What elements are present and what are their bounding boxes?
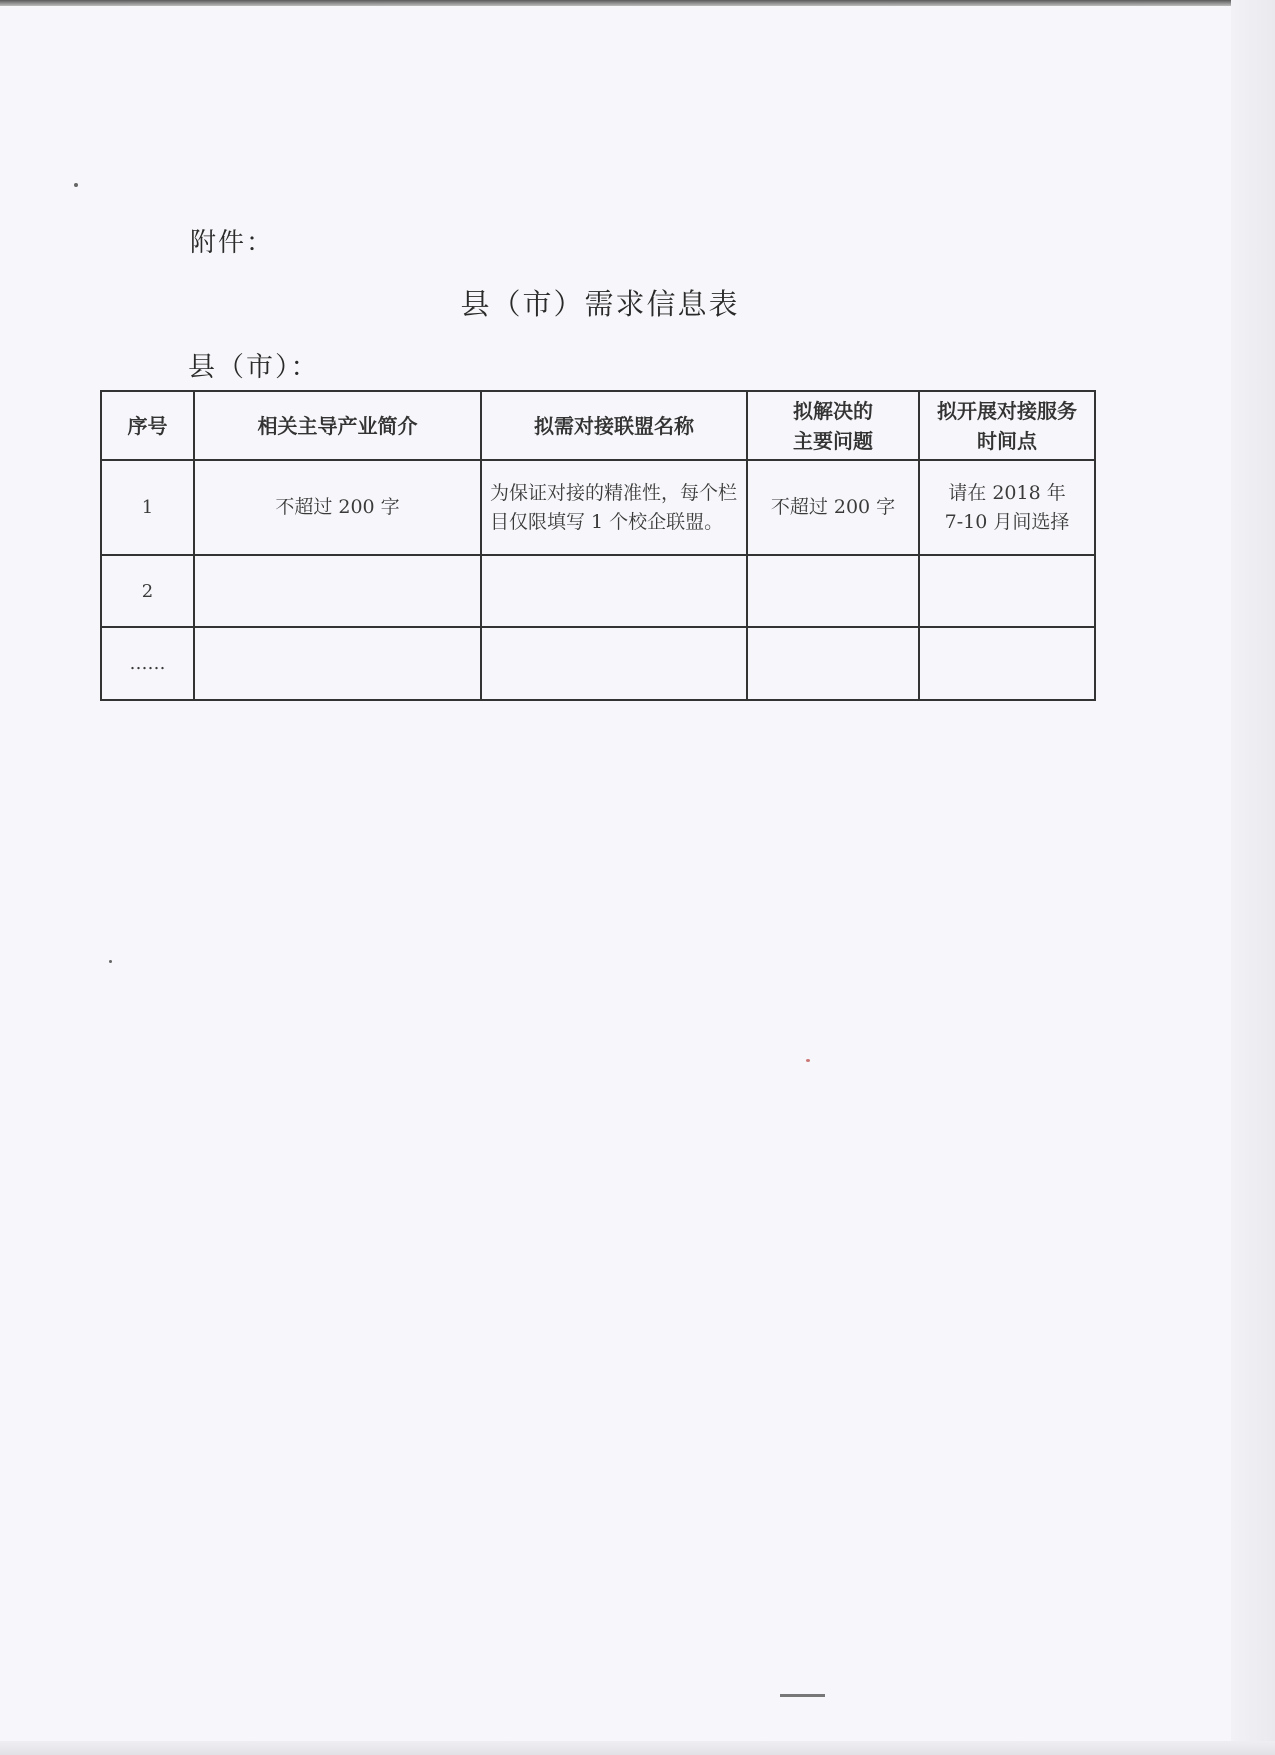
scan-speck [109, 960, 112, 963]
scan-edge-right [1231, 0, 1275, 1755]
annex-label: 附件： [190, 228, 275, 258]
county-label: 县（市）： [188, 352, 320, 383]
cell-problem: 不超过 200 字 [747, 460, 919, 555]
header-time-text: 拟开展对接服务时间点 [937, 398, 1077, 453]
scan-speck [74, 183, 78, 187]
cell-alliance[interactable] [481, 555, 747, 627]
cell-industry[interactable] [194, 555, 481, 627]
demand-info-table [100, 390, 1096, 701]
page-title: 县（市）需求信息表 [460, 287, 740, 321]
cell-seq: 2 [101, 555, 194, 627]
table-row [101, 555, 1095, 627]
table-row [101, 460, 1095, 555]
cell-seq: 1 [101, 460, 194, 555]
cell-time[interactable] [919, 627, 1095, 700]
header-alliance: 拟需对接联盟名称 [481, 391, 747, 460]
cell-alliance: 为保证对接的精准性，每个栏目仅限填写 1 个校企联盟。 [481, 460, 747, 555]
header-problem-text: 拟解决的主要问题 [793, 398, 873, 453]
scan-speck [806, 1059, 810, 1062]
header-problem [747, 391, 919, 460]
scan-mark [780, 1694, 825, 1697]
cell-problem[interactable] [747, 555, 919, 627]
cell-time [919, 460, 1095, 555]
header-industry: 相关主导产业简介 [194, 391, 481, 460]
cell-industry: 不超过 200 字 [194, 460, 481, 555]
cell-time-text: 请在 2018 年 7-10 月间选择 [944, 481, 1070, 533]
scan-edge-top [0, 0, 1275, 6]
cell-time[interactable] [919, 555, 1095, 627]
table-row [101, 627, 1095, 700]
table-header-row [101, 391, 1095, 460]
header-time [919, 391, 1095, 460]
cell-seq: …… [101, 627, 194, 700]
cell-problem[interactable] [747, 627, 919, 700]
scan-edge-bottom [0, 1741, 1275, 1755]
cell-alliance[interactable] [481, 627, 747, 700]
header-seq: 序号 [101, 391, 194, 460]
cell-industry[interactable] [194, 627, 481, 700]
